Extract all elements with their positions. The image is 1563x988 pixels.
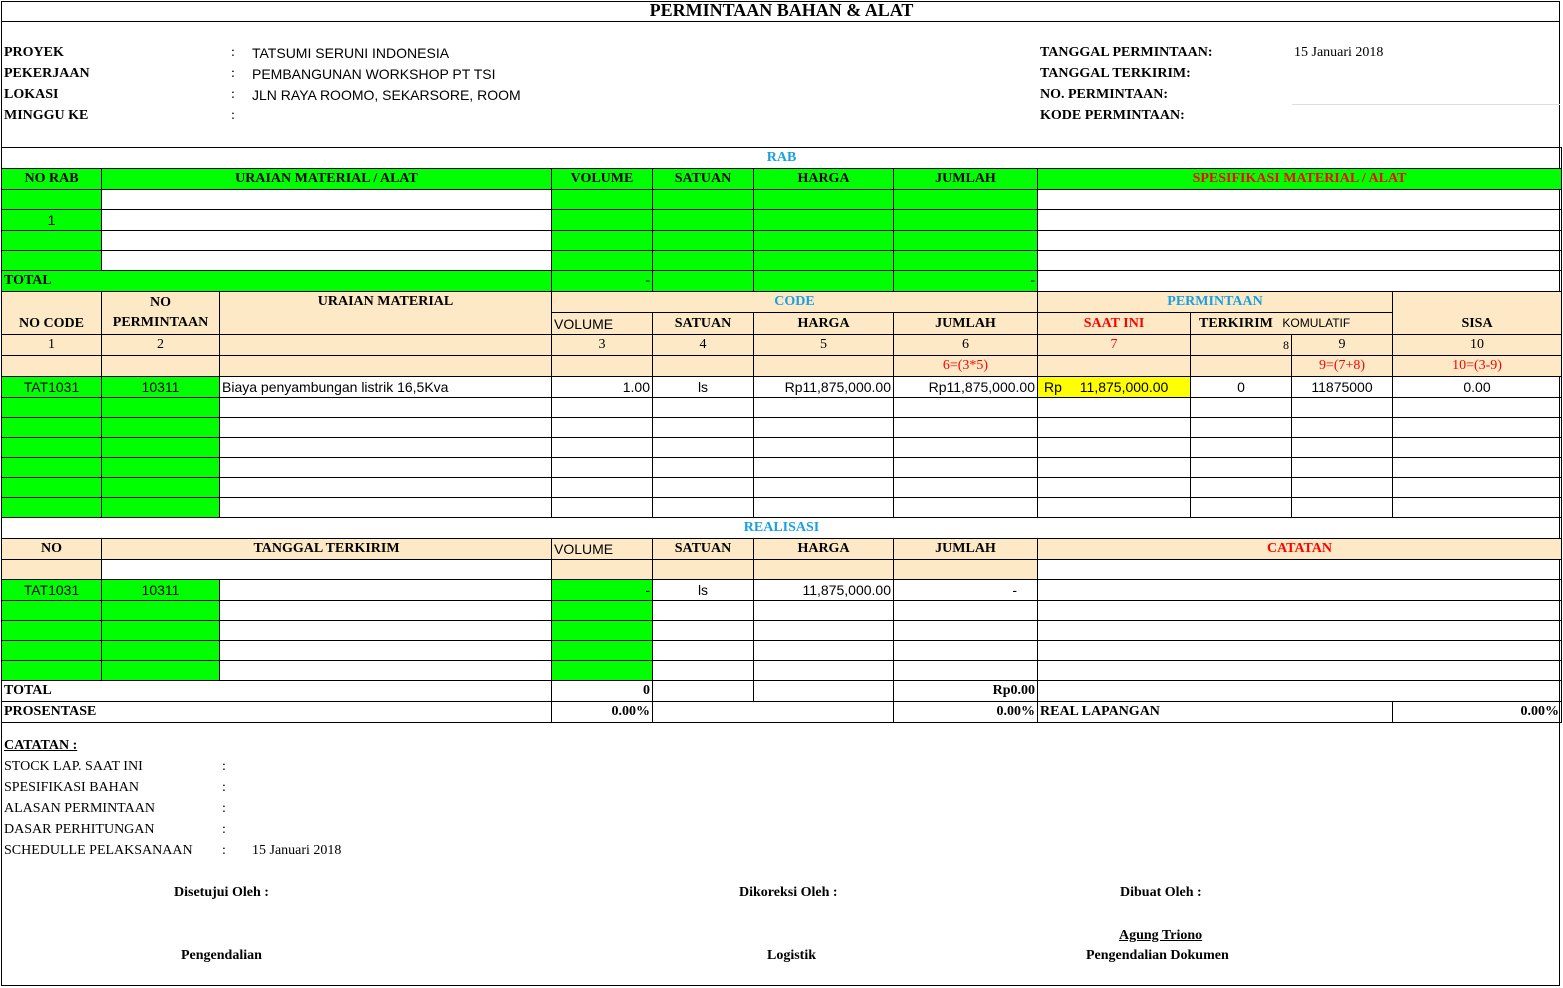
title-divider <box>1 21 1560 22</box>
real-cell[interactable] <box>220 621 552 641</box>
perm-cell[interactable] <box>220 478 552 498</box>
perm-row-saat-ini-currency: Rp <box>1044 378 1062 395</box>
perm-cell[interactable] <box>653 478 754 498</box>
rab-cell[interactable] <box>1038 190 1562 210</box>
perm-formula-9: 9=(7+8) <box>1292 356 1393 377</box>
real-cell[interactable] <box>2 601 102 621</box>
info-sep: : <box>231 66 235 81</box>
info-value-proyek: TATSUMI SERUNI INDONESIA <box>252 45 450 61</box>
catatan-label: DASAR PERHITUNGAN <box>4 822 155 837</box>
rab-cell[interactable] <box>754 190 894 210</box>
perm-cell[interactable] <box>102 498 220 518</box>
info-label-lokasi: LOKASI <box>4 87 59 102</box>
perm-cell[interactable] <box>220 418 552 438</box>
real-header-catatan: CATATAN <box>1038 539 1562 560</box>
perm-cell[interactable] <box>1393 458 1562 478</box>
perm-cell[interactable] <box>552 398 653 418</box>
rab-cell[interactable] <box>653 210 754 231</box>
rab-total-jumlah: - <box>894 271 1038 292</box>
catatan-schedule-value: 15 Januari 2018 <box>252 843 342 858</box>
rab-total-cell <box>1038 271 1562 292</box>
real-header-satuan: SATUAN <box>653 539 754 560</box>
realisasi-header-row <box>2 539 1562 560</box>
info-label-no-permintaan: NO. PERMINTAAN: <box>1040 87 1169 102</box>
real-cell[interactable] <box>552 641 653 661</box>
real-cell[interactable] <box>754 601 894 621</box>
perm-formula-6: 6=(3*5) <box>894 356 1038 377</box>
perm-empty-row <box>2 438 1562 458</box>
perm-cell[interactable] <box>754 438 894 458</box>
real-total-label: TOTAL <box>2 681 552 702</box>
rab-cell[interactable] <box>894 190 1038 210</box>
perm-empty-row <box>2 398 1562 418</box>
real-header-harga: HARGA <box>754 539 894 560</box>
rab-header-no: NO RAB <box>2 169 102 190</box>
perm-header-jumlah: JUMLAH <box>894 313 1038 335</box>
rab-band-row <box>2 148 1562 169</box>
real-cell[interactable] <box>653 661 754 681</box>
real-cell[interactable] <box>894 661 1038 681</box>
catatan-sep: : <box>222 843 226 858</box>
perm-cell[interactable] <box>653 398 754 418</box>
perm-cell[interactable] <box>653 498 754 518</box>
real-cell[interactable] <box>220 580 552 601</box>
rab-cell[interactable] <box>102 251 552 271</box>
real-header-no: NO <box>2 539 102 560</box>
rab-cell[interactable] <box>894 231 1038 251</box>
rab-cell[interactable] <box>1038 251 1562 271</box>
info-sep: : <box>231 108 235 123</box>
perm-cell[interactable] <box>754 478 894 498</box>
perm-formula-blank <box>754 356 894 377</box>
perm-cell[interactable] <box>102 478 220 498</box>
rab-cell[interactable] <box>1038 210 1562 231</box>
perm-row-sisa[interactable]: 0.00 <box>1393 377 1562 398</box>
perm-cell[interactable] <box>1393 438 1562 458</box>
perm-cell[interactable] <box>653 418 754 438</box>
perm-header-permintaan: PERMINTAAN <box>112 315 209 330</box>
rab-header-harga: HARGA <box>754 169 894 190</box>
real-cell[interactable] <box>1038 621 1562 641</box>
rab-band: RAB <box>2 148 1562 169</box>
rab-cell[interactable] <box>102 210 552 231</box>
real-cell[interactable] <box>1038 641 1562 661</box>
perm-cell[interactable] <box>220 498 552 518</box>
sign-name: Agung Triono <box>1119 928 1203 943</box>
catatan-label: SCHEDULLE PELAKSANAAN <box>4 843 193 858</box>
sign-role-dokumen: Pengendalian Dokumen <box>1086 948 1229 963</box>
real-blank <box>552 560 653 580</box>
rab-cell[interactable] <box>552 231 653 251</box>
main-grid <box>1 147 1562 723</box>
realisasi-empty-row <box>2 641 1562 661</box>
perm-cell[interactable] <box>894 458 1038 478</box>
rab-cell[interactable] <box>102 231 552 251</box>
perm-cell[interactable] <box>1191 458 1292 478</box>
perm-cell[interactable] <box>552 458 653 478</box>
rab-cell[interactable] <box>653 251 754 271</box>
perm-cell[interactable] <box>1292 478 1393 498</box>
perm-header-harga: HARGA <box>754 313 894 335</box>
perm-num-blank <box>220 335 552 356</box>
sign-disetujui: Disetujui Oleh : <box>174 885 269 900</box>
perm-cell[interactable] <box>220 398 552 418</box>
perm-row-satuan[interactable]: ls <box>653 377 754 398</box>
perm-cell[interactable] <box>2 498 102 518</box>
perm-num: 10 <box>1393 335 1562 356</box>
perm-cell[interactable] <box>1292 438 1393 458</box>
real-cell[interactable] <box>894 621 1038 641</box>
rab-total-cell <box>754 271 894 292</box>
realisasi-band: REALISASI <box>2 518 1562 539</box>
real-lapangan-label: REAL LAPANGAN <box>1038 702 1393 723</box>
perm-formula-blank <box>653 356 754 377</box>
perm-header-satuan: SATUAN <box>653 313 754 335</box>
real-cell[interactable] <box>552 661 653 681</box>
catatan-sep: : <box>222 780 226 795</box>
catatan-sep: : <box>222 822 226 837</box>
perm-cell[interactable] <box>1038 498 1191 518</box>
realisasi-blank-row <box>2 560 1562 580</box>
perm-cell[interactable] <box>1393 478 1562 498</box>
perm-header-permintaan-band: PERMINTAAN <box>1038 292 1393 313</box>
perm-num: 1 <box>2 335 102 356</box>
realisasi-empty-row <box>2 601 1562 621</box>
real-cell[interactable] <box>653 601 754 621</box>
perm-cell[interactable] <box>220 458 552 478</box>
real-cell[interactable] <box>1038 580 1562 601</box>
info-label-tanggal-permintaan: TANGGAL PERMINTAAN: <box>1040 45 1213 60</box>
perm-cell[interactable] <box>1038 478 1191 498</box>
real-cell[interactable] <box>894 601 1038 621</box>
prosentase-jumlah: 0.00% <box>894 702 1038 723</box>
real-row-satuan[interactable]: ls <box>653 580 754 601</box>
rab-cell[interactable] <box>894 251 1038 271</box>
perm-num: 9 <box>1292 335 1393 356</box>
perm-header-saat-ini: SAAT INI <box>1038 313 1191 335</box>
real-row-harga[interactable]: 11,875,000.00 <box>754 580 894 601</box>
rab-cell[interactable] <box>754 251 894 271</box>
info-value-pekerjaan: PEMBANGUNAN WORKSHOP PT TSI <box>252 66 496 82</box>
rab-header-jumlah: JUMLAH <box>894 169 1038 190</box>
perm-header-code: CODE <box>552 292 1038 313</box>
rab-cell[interactable] <box>653 190 754 210</box>
perm-empty-row <box>2 418 1562 438</box>
perm-cell[interactable] <box>1292 498 1393 518</box>
perm-cell[interactable] <box>1191 438 1292 458</box>
real-total-cell <box>1038 681 1562 702</box>
prosentase-row <box>2 702 1562 723</box>
perm-cell[interactable] <box>1292 458 1393 478</box>
perm-formula-blank <box>102 356 220 377</box>
rab-cell[interactable] <box>754 210 894 231</box>
perm-cell[interactable] <box>653 458 754 478</box>
rab-cell[interactable] <box>102 190 552 210</box>
real-cell[interactable] <box>1038 601 1562 621</box>
real-cell[interactable] <box>220 641 552 661</box>
perm-row-jumlah[interactable]: Rp11,875,000.00 <box>894 377 1038 398</box>
perm-num: 6 <box>894 335 1038 356</box>
perm-cell[interactable] <box>894 438 1038 458</box>
perm-row-harga[interactable]: Rp11,875,000.00 <box>754 377 894 398</box>
rab-total-row <box>2 271 1562 292</box>
perm-row-volume[interactable]: 1.00 <box>552 377 653 398</box>
perm-header-uraian: URAIAN MATERIAL <box>220 292 552 335</box>
real-blank <box>653 560 754 580</box>
perm-cell[interactable] <box>894 478 1038 498</box>
sign-role-pengendalian: Pengendalian <box>181 948 262 963</box>
perm-formula-row <box>2 356 1562 377</box>
perm-header-row-1 <box>2 292 1562 313</box>
realisasi-total-row <box>2 681 1562 702</box>
real-total-jumlah: Rp0.00 <box>894 681 1038 702</box>
info-label-kode-permintaan: KODE PERMINTAAN: <box>1040 108 1185 123</box>
perm-cell[interactable] <box>1191 478 1292 498</box>
perm-cell[interactable] <box>2 418 102 438</box>
perm-num: 4 <box>653 335 754 356</box>
perm-cell[interactable] <box>102 458 220 478</box>
real-cell[interactable] <box>1038 560 1562 580</box>
real-cell[interactable] <box>102 661 220 681</box>
real-header-volume: VOLUME <box>552 539 653 560</box>
perm-cell[interactable] <box>552 418 653 438</box>
perm-header-terkirim-komulatif <box>1191 313 1393 335</box>
perm-cell[interactable] <box>220 438 552 458</box>
perm-row-saat-ini[interactable] <box>1038 377 1191 398</box>
real-cell[interactable] <box>2 621 102 641</box>
realisasi-band-row <box>2 518 1562 539</box>
perm-num: 7 <box>1038 335 1191 356</box>
real-cell[interactable] <box>552 601 653 621</box>
real-row-volume[interactable]: - <box>552 580 653 601</box>
catatan-title: CATATAN : <box>4 738 78 753</box>
realisasi-data-row <box>2 580 1562 601</box>
real-cell[interactable] <box>1038 661 1562 681</box>
perm-header-komulatif: KOMULATIF <box>1282 316 1351 330</box>
rab-cell[interactable] <box>2 231 102 251</box>
info-label-minggu: MINGGU KE <box>4 108 89 123</box>
perm-cell[interactable] <box>894 418 1038 438</box>
real-lapangan-value: 0.00% <box>1393 702 1562 723</box>
no-permintaan-underline <box>1292 104 1560 105</box>
perm-cell[interactable] <box>1038 458 1191 478</box>
rab-row <box>2 251 1562 271</box>
rab-cell[interactable] <box>894 210 1038 231</box>
real-blank <box>754 560 894 580</box>
rab-cell[interactable] <box>2 190 102 210</box>
real-cell[interactable] <box>2 641 102 661</box>
perm-cell[interactable] <box>894 498 1038 518</box>
perm-cell[interactable] <box>1393 418 1562 438</box>
perm-cell[interactable] <box>754 498 894 518</box>
info-label-pekerjaan: PEKERJAAN <box>4 66 90 81</box>
perm-num: 8 <box>1191 335 1292 356</box>
info-value-lokasi: JLN RAYA ROOMO, SEKARSORE, ROOM <box>252 87 521 103</box>
realisasi-empty-row <box>2 621 1562 641</box>
sign-dibuat: Dibuat Oleh : <box>1120 885 1202 900</box>
perm-cell[interactable] <box>552 498 653 518</box>
perm-cell[interactable] <box>894 398 1038 418</box>
perm-formula-10: 10=(3-9) <box>1393 356 1562 377</box>
perm-header-no: NO <box>150 295 171 310</box>
info-label-proyek: PROYEK <box>4 45 64 60</box>
perm-cell[interactable] <box>754 398 894 418</box>
prosentase-cell <box>653 702 894 723</box>
perm-cell[interactable] <box>2 478 102 498</box>
perm-header-sisa: SISA <box>1393 292 1562 335</box>
real-row-no[interactable]: 10311 <box>102 580 220 601</box>
perm-row-terkirim[interactable]: 0 <box>1191 377 1292 398</box>
rab-header-row <box>2 169 1562 190</box>
real-blank <box>894 560 1038 580</box>
rab-row <box>2 210 1562 231</box>
perm-header-volume: VOLUME <box>552 313 653 335</box>
rab-total-volume: - <box>552 271 653 292</box>
rab-header-uraian: URAIAN MATERIAL / ALAT <box>102 169 552 190</box>
perm-cell[interactable] <box>1191 418 1292 438</box>
rab-header-satuan: SATUAN <box>653 169 754 190</box>
perm-number-row <box>2 335 1562 356</box>
perm-cell[interactable] <box>754 458 894 478</box>
rab-cell[interactable] <box>1038 231 1562 251</box>
prosentase-volume: 0.00% <box>552 702 653 723</box>
perm-cell[interactable] <box>552 478 653 498</box>
catatan-label: STOCK LAP. SAAT INI <box>4 759 143 774</box>
real-total-cell <box>754 681 894 702</box>
real-cell[interactable] <box>220 661 552 681</box>
perm-row-saat-ini-value: 11,875,000.00 <box>1079 378 1169 395</box>
perm-cell[interactable] <box>1393 498 1562 518</box>
real-row-jumlah[interactable]: - <box>894 580 1038 601</box>
rab-cell[interactable] <box>653 231 754 251</box>
info-sep: : <box>231 87 235 102</box>
catatan-label: SPESIFIKASI BAHAN <box>4 780 139 795</box>
real-row-code[interactable]: TAT1031 <box>2 580 102 601</box>
real-cell[interactable] <box>894 641 1038 661</box>
perm-empty-row <box>2 458 1562 478</box>
page-title: PERMINTAAN BAHAN & ALAT <box>649 0 914 20</box>
real-cell[interactable] <box>754 621 894 641</box>
perm-cell[interactable] <box>102 438 220 458</box>
perm-cell[interactable] <box>1191 398 1292 418</box>
info-label-tanggal-terkirim: TANGGAL TERKIRIM: <box>1040 66 1191 81</box>
perm-cell[interactable] <box>552 438 653 458</box>
perm-cell[interactable] <box>1038 398 1191 418</box>
perm-cell[interactable] <box>1191 498 1292 518</box>
real-cell[interactable] <box>653 641 754 661</box>
rab-row-no[interactable]: 1 <box>2 210 102 231</box>
real-cell[interactable] <box>754 661 894 681</box>
catatan-label: ALASAN PERMINTAAN <box>4 801 155 816</box>
perm-formula-blank <box>220 356 552 377</box>
perm-cell[interactable] <box>1292 418 1393 438</box>
real-cell[interactable] <box>102 601 220 621</box>
perm-formula-blank <box>1038 356 1191 377</box>
realisasi-empty-row <box>2 661 1562 681</box>
perm-header-no-code: NO CODE <box>2 292 102 335</box>
perm-num: 2 <box>102 335 220 356</box>
perm-num: 5 <box>754 335 894 356</box>
perm-header-no-permintaan <box>102 292 220 335</box>
rab-total-cell <box>653 271 754 292</box>
perm-cell[interactable] <box>1393 398 1562 418</box>
real-total-volume: 0 <box>552 681 653 702</box>
real-total-cell <box>653 681 754 702</box>
perm-cell[interactable] <box>1292 398 1393 418</box>
real-cell[interactable] <box>220 601 552 621</box>
rab-cell[interactable] <box>754 231 894 251</box>
rab-header-spesifikasi: SPESIFIKASI MATERIAL / ALAT <box>1038 169 1562 190</box>
rab-cell[interactable] <box>2 251 102 271</box>
real-cell[interactable] <box>653 621 754 641</box>
perm-cell[interactable] <box>2 398 102 418</box>
perm-row-no[interactable]: 10311 <box>102 377 220 398</box>
perm-cell[interactable] <box>102 418 220 438</box>
rab-cell[interactable] <box>552 251 653 271</box>
rab-header-volume: VOLUME <box>552 169 653 190</box>
rab-cell[interactable] <box>552 190 653 210</box>
real-cell[interactable] <box>552 621 653 641</box>
info-value-tanggal-permintaan: 15 Januari 2018 <box>1294 45 1384 60</box>
catatan-sep: : <box>222 759 226 774</box>
perm-cell[interactable] <box>1038 438 1191 458</box>
perm-cell[interactable] <box>1038 418 1191 438</box>
perm-data-row <box>2 377 1562 398</box>
real-header-tanggal: TANGGAL TERKIRIM <box>102 539 552 560</box>
catatan-sep: : <box>222 801 226 816</box>
perm-formula-blank <box>2 356 102 377</box>
perm-formula-blank <box>1191 356 1292 377</box>
real-cell[interactable] <box>754 641 894 661</box>
perm-cell[interactable] <box>653 438 754 458</box>
real-header-jumlah: JUMLAH <box>894 539 1038 560</box>
perm-cell[interactable] <box>754 418 894 438</box>
info-sep: : <box>231 45 235 60</box>
prosentase-label: PROSENTASE <box>2 702 552 723</box>
perm-row-code[interactable]: TAT1031 <box>2 377 102 398</box>
sign-dikoreksi: Dikoreksi Oleh : <box>739 885 838 900</box>
perm-cell[interactable] <box>102 398 220 418</box>
real-blank <box>2 560 102 580</box>
rab-row <box>2 231 1562 251</box>
perm-row-uraian[interactable]: Biaya penyambungan listrik 16,5Kva <box>220 377 552 398</box>
perm-cell[interactable] <box>2 458 102 478</box>
perm-formula-blank <box>552 356 653 377</box>
rab-cell[interactable] <box>552 210 653 231</box>
real-cell[interactable] <box>102 621 220 641</box>
real-cell[interactable] <box>102 560 552 580</box>
rab-row <box>2 190 1562 210</box>
sign-role-logistik: Logistik <box>767 948 817 963</box>
perm-empty-row <box>2 478 1562 498</box>
real-cell[interactable] <box>102 641 220 661</box>
perm-empty-row <box>2 498 1562 518</box>
perm-row-komulatif[interactable]: 11875000 <box>1292 377 1393 398</box>
rab-total-label: TOTAL <box>2 271 552 292</box>
perm-header-terkirim: TERKIRIM <box>1199 316 1273 331</box>
perm-num: 3 <box>552 335 653 356</box>
real-cell[interactable] <box>2 661 102 681</box>
perm-cell[interactable] <box>2 438 102 458</box>
